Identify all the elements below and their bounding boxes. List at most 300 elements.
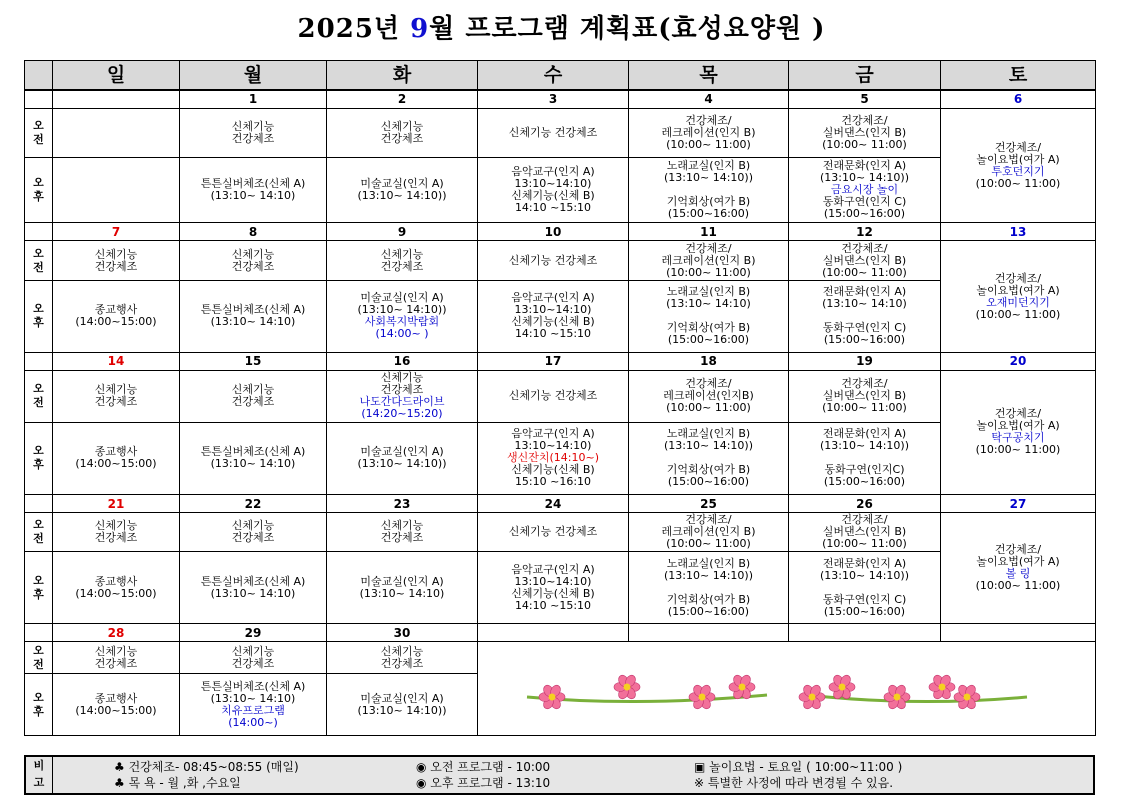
cell-line: 신체기능: [231, 519, 275, 533]
cell-line: (13:10~ 14:10)): [664, 568, 753, 582]
am-cell: [327, 642, 478, 674]
cell-line: 후: [33, 189, 44, 203]
cell-line: 탁구공치기: [991, 431, 1045, 445]
notes-box: [24, 755, 1095, 795]
cell-line: 음악교구(인지 A): [511, 427, 595, 441]
cell-line: 동화구연(인지 C): [822, 321, 907, 335]
pm-cell: [327, 552, 478, 624]
cell-line: 치유프로그램: [221, 703, 285, 717]
date-number: 25: [629, 494, 789, 512]
date-number: 23: [327, 494, 478, 512]
date-number: 5: [789, 90, 941, 109]
cell-line: 오: [33, 118, 44, 132]
cell-line: 미술교실(인지 A): [360, 691, 444, 705]
pm-cell: [327, 280, 478, 352]
cell-line: (13:10~ 14:10)): [820, 568, 909, 582]
cell-line: 튼튼실버체조(신체 A): [200, 176, 306, 190]
cell-line: 13:10~14:10): [514, 574, 592, 588]
header-corner: [25, 61, 53, 90]
cell-line: (10:00~ 11:00): [822, 137, 907, 151]
am-cell: [180, 108, 327, 157]
cell-line: 기억회상(여가 B): [666, 592, 751, 606]
date-number: 6: [941, 90, 1096, 109]
cell-line: 건강체조: [231, 259, 275, 273]
pm-row: [25, 552, 1096, 624]
am-label: [25, 108, 53, 157]
pm-cell: [629, 280, 789, 352]
cell-line: 신체기능: [380, 371, 424, 385]
pm-cell: [789, 157, 941, 223]
weekday-4: 목: [629, 61, 789, 90]
cell-line: 전래문화(인지 A): [822, 427, 907, 441]
cell-line: 신체기능: [231, 383, 275, 397]
pm-cell: [180, 674, 327, 736]
cell-line: (15:00~16:00): [667, 475, 750, 489]
cell-line: 오: [33, 643, 44, 657]
date-number: [478, 624, 629, 642]
am-cell: [478, 108, 629, 157]
cell-line: 건강체조/: [685, 377, 732, 391]
notes-col-3: [694, 759, 902, 791]
pm-cell: [789, 552, 941, 624]
am-cell: [53, 513, 180, 552]
cell-line: (13:10~ 14:10)): [357, 188, 447, 202]
date-number: [789, 624, 941, 642]
cell-line: 건강체조/: [841, 377, 888, 391]
cell-line: 건강체조/: [841, 113, 888, 127]
am-row: [25, 642, 1096, 674]
pm-label: [25, 280, 53, 352]
am-cell: [180, 370, 327, 422]
cell-line: 동화구연(인지 C): [822, 194, 907, 208]
pm-cell: [180, 422, 327, 494]
cell-line: 건강체조: [380, 131, 424, 145]
cell-line: 나도간다드라이브: [359, 395, 445, 409]
date-number-row: [25, 494, 1096, 512]
pm-cell: [789, 422, 941, 494]
cell-line: (13:10~ 14:10)): [820, 439, 909, 453]
pm-cell: [180, 157, 327, 223]
cell-line: (10:00~ 11:00): [975, 579, 1061, 593]
pm-cell: [53, 552, 180, 624]
cell-line: (14:00~): [228, 715, 278, 729]
cell-line: 건강체조: [94, 531, 138, 545]
cell-line: 동화구연(인지C): [824, 463, 905, 477]
pm-cell: [327, 157, 478, 223]
cell-line: ◉ 오후 프로그램 - 13:10: [416, 776, 551, 790]
date-row-corner: [25, 223, 53, 241]
date-number: 28: [53, 624, 180, 642]
cell-line: 건강체조: [231, 656, 275, 670]
cell-line: 오: [33, 573, 44, 587]
cell-line: 종교행사: [94, 574, 138, 588]
am-cell: [53, 370, 180, 422]
am-cell: [629, 108, 789, 157]
pm-cell: [327, 674, 478, 736]
cell-line: 13:10~14:10): [514, 176, 592, 190]
pm-cell: [53, 280, 180, 352]
cell-line: 놀이요법(여가 A): [976, 555, 1060, 569]
cell-line: 신체기능(신체 B): [511, 586, 595, 600]
cell-line: 신체기능 건강체조: [508, 253, 598, 267]
date-number-row: [25, 352, 1096, 370]
date-number: 30: [327, 624, 478, 642]
cell-line: 건강체조: [380, 656, 424, 670]
cell-line: 후: [33, 458, 44, 472]
cell-line: 신체기능: [231, 247, 275, 261]
date-row-corner: [25, 494, 53, 512]
date-number: 26: [789, 494, 941, 512]
cell-line: (13:10~ 14:10): [210, 188, 296, 202]
cell-line: (13:10~ 14:10)): [664, 439, 753, 453]
cell-line: 노래교실(인지 B): [666, 427, 751, 441]
cell-line: (10:00~ 11:00): [975, 443, 1061, 457]
pm-label: [25, 157, 53, 223]
cell-line: 신체기능: [94, 519, 138, 533]
cell-line: 13:10~14:10): [514, 303, 592, 317]
cell-line: 오: [33, 382, 44, 396]
cell-line: (13:10~ 14:10): [210, 691, 296, 705]
date-number: 24: [478, 494, 629, 512]
notes-label: [26, 757, 53, 793]
cell-line: 전래문화(인지 A): [822, 285, 907, 299]
cell-line: (10:00~ 11:00): [975, 176, 1061, 190]
saturday-cell: [941, 241, 1096, 352]
cell-line: (15:00~16:00): [667, 333, 750, 347]
cell-line: 오: [33, 302, 44, 316]
cell-line: (13:10~ 14:10): [359, 586, 445, 600]
cell-line: ♣ 건강체조- 08:45~08:55 (매일): [114, 760, 299, 774]
am-cell: [478, 370, 629, 422]
am-row: [25, 370, 1096, 422]
date-number: 3: [478, 90, 629, 109]
cell-line: (13:10~ 14:10)): [357, 303, 447, 317]
cell-line: 미술교실(인지 A): [360, 445, 444, 459]
cell-line: (10:00~ 11:00): [666, 137, 751, 151]
am-cell: [629, 370, 789, 422]
cell-line: 투호던지기: [991, 164, 1045, 178]
cell-line: 오: [33, 175, 44, 189]
cell-line: 신체기능 건강체조: [508, 389, 598, 403]
weekday-3: 수: [478, 61, 629, 90]
cell-line: (13:10~ 14:10): [666, 297, 751, 311]
pm-row: [25, 280, 1096, 352]
am-row: [25, 241, 1096, 280]
cell-line: ▣ 놀이요법 - 토요일 ( 10:00~11:00 ): [694, 760, 903, 774]
calendar-table: [24, 60, 1096, 736]
cell-line: 음악교구(인지 A): [511, 164, 595, 178]
pm-cell: [478, 552, 629, 624]
date-number: 16: [327, 352, 478, 370]
am-label: [25, 642, 53, 674]
weekday-0: 일: [53, 61, 180, 90]
cell-line: 신체기능(신체 B): [511, 188, 595, 202]
cell-line: 오: [33, 246, 44, 260]
cell-line: 전: [33, 260, 44, 274]
cell-line: 오재미던지기: [986, 295, 1050, 309]
cell-line: 건강체조: [94, 395, 138, 409]
cell-line: 전: [33, 657, 44, 671]
cell-line: 건강체조: [231, 131, 275, 145]
cell-line: 신체기능: [380, 119, 424, 133]
cell-line: 건강체조: [94, 656, 138, 670]
am-cell: [789, 108, 941, 157]
am-cell: [478, 513, 629, 552]
cell-line: 레크레이션(인지 B): [661, 253, 756, 267]
notes-col-2: [416, 759, 550, 791]
date-number: 17: [478, 352, 629, 370]
cell-line: 오: [33, 518, 44, 532]
cell-line: 튼튼실버체조(신체 A): [200, 445, 306, 459]
date-number-row: [25, 90, 1096, 109]
cell-line: 건강체조: [380, 259, 424, 273]
cell-line: (10:00~ 11:00): [822, 265, 907, 279]
weekday-6: 토: [941, 61, 1096, 90]
cell-line: 건강체조: [94, 259, 138, 273]
cell-line: 신체기능: [94, 383, 138, 397]
cell-line: (14:00~15:00): [75, 315, 157, 329]
date-number: 19: [789, 352, 941, 370]
cell-line: 레크레이션(인지 B): [661, 125, 756, 139]
cell-line: 음악교구(인지 A): [511, 291, 595, 305]
cell-line: 건강체조/: [841, 513, 888, 527]
cell-line: (10:00~ 11:00): [666, 401, 751, 415]
cell-line: 고: [33, 776, 45, 789]
cell-line: (13:10~ 14:10)): [664, 170, 753, 184]
cell-line: 14:10 ~15:10: [514, 327, 592, 341]
pm-cell: [629, 552, 789, 624]
pm-label: [25, 422, 53, 494]
date-number: 11: [629, 223, 789, 241]
pm-cell: [180, 280, 327, 352]
cell-line: 전: [33, 132, 44, 146]
date-number: 9: [327, 223, 478, 241]
pm-cell: [478, 157, 629, 223]
cell-line: 후: [33, 704, 44, 718]
cell-line: 오: [33, 444, 44, 458]
cell-line: 건강체조: [380, 531, 424, 545]
cell-line: 건강체조/: [841, 241, 888, 255]
date-number: 7: [53, 223, 180, 241]
pm-label: [25, 674, 53, 736]
cell-line: (14:20~15:20): [361, 407, 443, 421]
cell-line: (15:00~16:00): [823, 206, 906, 220]
cell-line: (14:00~15:00): [75, 586, 157, 600]
am-cell: [53, 108, 180, 157]
cell-line: 전: [33, 532, 44, 546]
am-row: [25, 108, 1096, 157]
cell-line: (15:00~16:00): [667, 604, 750, 618]
pm-cell: [180, 552, 327, 624]
cell-line: 볼 링: [1005, 567, 1031, 581]
pm-row: [25, 422, 1096, 494]
am-cell: [629, 513, 789, 552]
cell-line: (10:00~ 11:00): [822, 537, 907, 551]
pm-cell: [327, 422, 478, 494]
cell-line: (14:00~15:00): [75, 457, 157, 471]
cell-line: (10:00~ 11:00): [666, 265, 751, 279]
cell-line: (13:10~ 14:10)): [357, 703, 447, 717]
cell-line: (13:10~ 14:10)): [357, 457, 447, 471]
date-number: 8: [180, 223, 327, 241]
flower-decoration: [478, 642, 1096, 736]
cell-line: 노래교실(인지 B): [666, 556, 751, 570]
date-number: 1: [180, 90, 327, 109]
am-cell: [327, 241, 478, 280]
flower-garland: [487, 657, 1087, 717]
cell-line: 튼튼실버체조(신체 A): [200, 303, 306, 317]
date-number: [53, 90, 180, 109]
cell-line: 신체기능: [231, 644, 275, 658]
date-row-corner: [25, 90, 53, 109]
cell-line: 신체기능(신체 B): [511, 315, 595, 329]
weekday-5: 금: [789, 61, 941, 90]
date-number: 14: [53, 352, 180, 370]
cell-line: 신체기능: [380, 644, 424, 658]
cell-line: 기억회상(여가 B): [666, 194, 751, 208]
cell-line: 튼튼실버체조(신체 A): [200, 574, 306, 588]
cell-line: (15:00~16:00): [823, 604, 906, 618]
weekday-header-row: [25, 61, 1096, 90]
date-number: 4: [629, 90, 789, 109]
cell-line: 레크레이션(인지B): [663, 389, 754, 403]
pm-cell: [53, 422, 180, 494]
cell-line: 14:10 ~15:10: [514, 598, 592, 612]
am-cell: [180, 513, 327, 552]
date-number: 13: [941, 223, 1096, 241]
date-number: 22: [180, 494, 327, 512]
date-number: 29: [180, 624, 327, 642]
cell-line: 건강체조: [231, 395, 275, 409]
cell-line: 15:10 ~16:10: [514, 475, 592, 489]
am-cell: [789, 513, 941, 552]
cell-line: 튼튼실버체조(신체 A): [200, 679, 306, 693]
date-row-corner: [25, 624, 53, 642]
am-cell: [327, 513, 478, 552]
cell-line: 건강체조/: [994, 543, 1042, 557]
date-number: 21: [53, 494, 180, 512]
saturday-cell: [941, 370, 1096, 494]
cell-line: 건강체조/: [685, 113, 732, 127]
pm-cell: [478, 280, 629, 352]
am-cell: [53, 642, 180, 674]
am-label: [25, 241, 53, 280]
cell-line: (14:00~15:00): [75, 703, 157, 717]
am-cell: [327, 108, 478, 157]
weekday-2: 화: [327, 61, 478, 90]
cell-line: 종교행사: [94, 303, 138, 317]
pm-cell: [53, 674, 180, 736]
cell-line: 전래문화(인지 A): [822, 556, 907, 570]
cell-line: (15:00~16:00): [823, 333, 906, 347]
cell-line: (14:00~ ): [375, 327, 429, 341]
cell-line: 놀이요법(여가 A): [976, 152, 1060, 166]
am-label: [25, 513, 53, 552]
date-number: 27: [941, 494, 1096, 512]
am-cell: [53, 241, 180, 280]
cell-line: 신체기능: [94, 644, 138, 658]
cell-line: 신체기능: [231, 119, 275, 133]
pm-cell: [53, 157, 180, 223]
cell-line: 놀이요법(여가 A): [976, 283, 1060, 297]
cell-line: (13:10~ 14:10): [210, 315, 296, 329]
cell-line: (13:10~ 14:10): [822, 297, 907, 311]
cell-line: ♣ 목 욕 - 월 ,화 ,수요일: [114, 776, 241, 790]
cell-line: 레크레이션(인지 B): [661, 525, 756, 539]
saturday-cell: [941, 513, 1096, 624]
cell-line: 노래교실(인지 B): [666, 158, 751, 172]
date-row-corner: [25, 352, 53, 370]
am-cell: [789, 370, 941, 422]
cell-line: (13:10~ 14:10)): [820, 170, 909, 184]
weekday-1: 월: [180, 61, 327, 90]
date-number: 20: [941, 352, 1096, 370]
cell-line: (13:10~ 14:10): [210, 457, 296, 471]
cell-line: 기억회상(여가 B): [666, 321, 751, 335]
notes-col-1: [114, 759, 299, 791]
cell-line: ◉ 오전 프로그램 - 10:00: [416, 760, 551, 774]
cell-line: 건강체조: [231, 531, 275, 545]
am-cell: [478, 241, 629, 280]
date-number: 12: [789, 223, 941, 241]
cell-line: ※ 특별한 사정에 따라 변경될 수 있음.: [694, 776, 894, 790]
cell-line: 신체기능: [380, 519, 424, 533]
cell-line: 전래문화(인지 A): [822, 158, 907, 172]
date-number: [941, 624, 1096, 642]
cell-line: 건강체조/: [994, 407, 1042, 421]
cell-line: 신체기능: [380, 247, 424, 261]
pm-cell: [629, 157, 789, 223]
cell-line: 실버댄스(인지 B): [822, 125, 907, 139]
cell-line: 신체기능: [94, 247, 138, 261]
date-number: 2: [327, 90, 478, 109]
cell-line: 후: [33, 316, 44, 330]
cell-line: 실버댄스(인지 B): [822, 389, 907, 403]
am-cell: [180, 241, 327, 280]
am-label: [25, 370, 53, 422]
cell-line: 실버댄스(인지 B): [822, 253, 907, 267]
date-number-row: [25, 223, 1096, 241]
saturday-cell: [941, 108, 1096, 223]
cell-line: 사회복지박람회: [364, 315, 440, 329]
pm-row: [25, 157, 1096, 223]
cell-line: (15:00~16:00): [667, 206, 750, 220]
cell-line: 기억회상(여가 B): [666, 463, 751, 477]
cell-line: 비: [33, 759, 45, 772]
cell-line: (10:00~ 11:00): [666, 537, 751, 551]
cell-line: 14:10 ~15:10: [514, 200, 592, 214]
page-title: 2025년 9월 프로그램 계획표(효성요양원 ): [297, 14, 826, 44]
cell-line: (10:00~ 11:00): [822, 401, 907, 415]
date-number: 10: [478, 223, 629, 241]
cell-line: 건강체조/: [685, 241, 732, 255]
cell-line: 신체기능 건강체조: [508, 525, 598, 539]
cell-line: 실버댄스(인지 B): [822, 525, 907, 539]
cell-line: 후: [33, 587, 44, 601]
cell-line: (15:00~16:00): [823, 475, 906, 489]
am-cell: [180, 642, 327, 674]
cell-line: 노래교실(인지 B): [666, 285, 751, 299]
cell-line: 금요시장 놀이: [830, 182, 899, 196]
cell-line: 미술교실(인지 A): [360, 291, 444, 305]
cell-line: (13:10~ 14:10): [210, 586, 296, 600]
cell-line: 건강체조/: [994, 140, 1042, 154]
pm-cell: [478, 422, 629, 494]
cell-line: 오: [33, 690, 44, 704]
cell-line: 음악교구(인지 A): [511, 562, 595, 576]
pm-cell: [789, 280, 941, 352]
am-row: [25, 513, 1096, 552]
